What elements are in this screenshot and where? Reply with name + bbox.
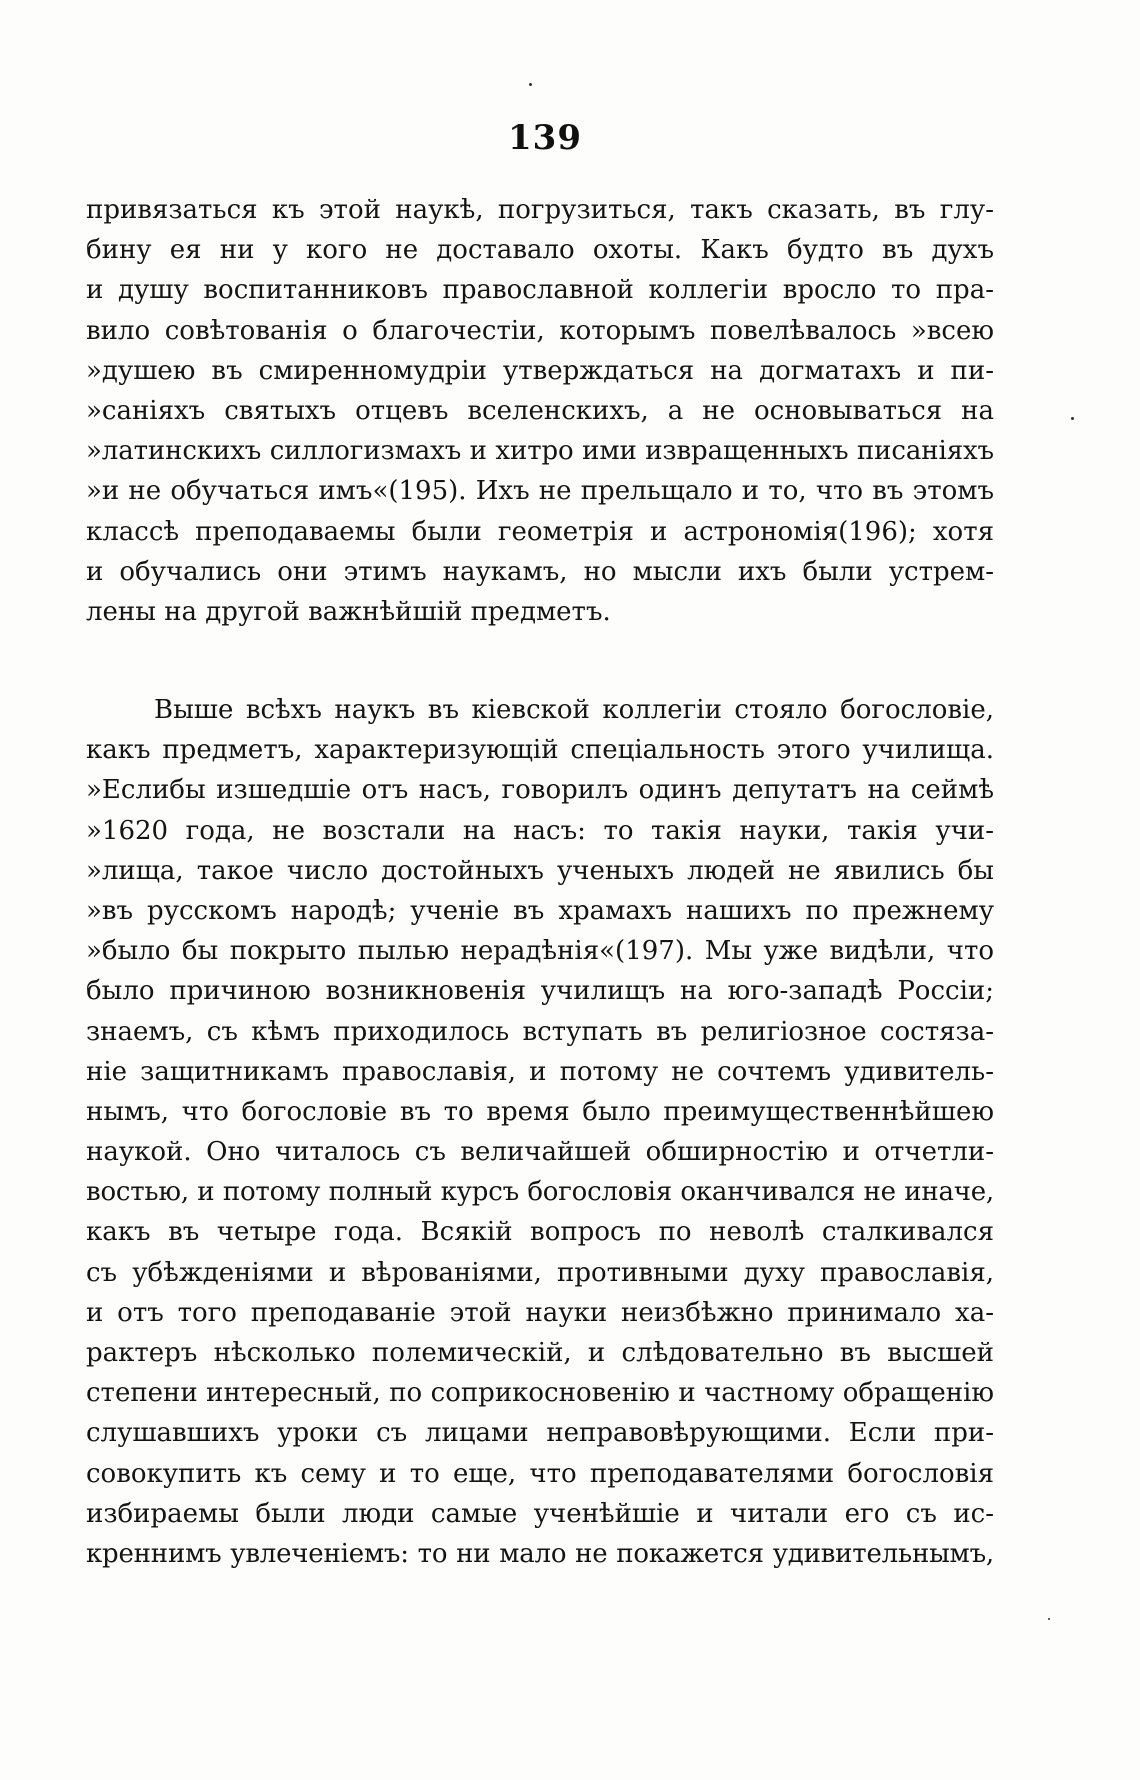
paragraph-1 (86, 190, 994, 632)
text-line: нымъ, что богословіе въ то время было преимущественнѣйшею (86, 1096, 994, 1127)
text-line: »1620 года, не возстали на насъ: то такія науки, такія учи- (86, 815, 994, 846)
text-line: степени интересный, по соприкосновенію и частному обращенію (86, 1378, 994, 1409)
text-line: »латинскихъ силлогизмахъ и хитро ими извращенныхъ писаніяхъ (86, 436, 994, 467)
page-number: 139 (508, 118, 582, 158)
text-line: рактеръ нѣсколько полемическій, и слѣдовательно въ высшей (86, 1338, 994, 1368)
text-line: бину ея ни у кого не доставало охоты. Какъ будто въ духъ (86, 235, 994, 266)
text-line: съ убѣжденіями и вѣрованіями, противными духу православія, (86, 1257, 994, 1288)
text-line: привязаться къ этой наукѣ, погрузиться, такъ сказать, въ глу- (86, 195, 994, 225)
text-line: какъ въ четыре года. Всякій вопросъ по неволѣ сталкивался (86, 1217, 994, 1248)
text-line: »было бы покрыто пылью нерадѣнія«(197). Мы уже видѣли, что (86, 936, 994, 967)
text-line: было причиною возникновенія училищъ на юго-западѣ Россіи; (86, 976, 994, 1007)
text-line: знаемъ, съ кѣмъ приходилось вступать въ религіозное состяза- (86, 1016, 994, 1047)
text-line: и отъ того преподаваніе этой науки неизбѣжно принимало ха- (86, 1297, 994, 1328)
text-line: слушавшихъ уроки съ лицами неправовѣрующими. Если при- (86, 1418, 994, 1449)
text-line: наукой. Оно читалось съ величайшей обширностію и отчетли- (86, 1137, 994, 1168)
text-line: »и не обучаться имъ«(195). Ихъ не прельщало и то, что въ этомъ (86, 476, 994, 507)
text-line: ніе защитникамъ православія, и потому не сочтемъ удивитель- (86, 1056, 994, 1087)
print-speck (529, 83, 532, 86)
text-line: »саніяхъ святыхъ отцевъ вселенскихъ, а не основываться на (86, 395, 994, 426)
text-line: совокупить къ сему и то еще, что преподавателями богословія (86, 1458, 994, 1489)
text-line: избираемы были люди самые ученѣйшіе и читали его съ ис- (86, 1498, 994, 1529)
text-line: классѣ преподаваемы были геометрія и астрономія(196); хотя (86, 516, 994, 547)
text-line: »Еслибы изшедшіе отъ насъ, говорилъ одинъ депутатъ на сеймѣ (86, 775, 994, 806)
text-line: какъ предметъ, характеризующій спеціальность этого училища. (86, 735, 994, 766)
text-line: креннимъ увлеченіемъ: то ни мало не покажется удивительнымъ, (86, 1538, 994, 1569)
text-line: »душею въ смиренномудріи утверждаться на догматахъ и пи- (86, 355, 994, 386)
text-line: и обучались они этимъ наукамъ, но мысли ихъ были устрем- (86, 556, 994, 587)
print-speck (1048, 1618, 1050, 1620)
print-speck (1071, 417, 1074, 420)
text-line: »лища, такое число достойныхъ ученыхъ людей не явились бы (86, 855, 994, 886)
text-line: лены на другой важнѣйшій предметъ. (86, 596, 611, 627)
text-line: Выше всѣхъ наукъ въ кіевской коллегіи стояло богословіе, (154, 695, 994, 725)
text-line: востью, и потому полный курсъ богословія оканчивался не иначе, (86, 1177, 994, 1208)
paragraph-2 (86, 690, 994, 1574)
text-line: вило совѣтованія о благочестіи, которымъ повелѣвалось »всею (86, 315, 994, 346)
text-line: и душу воспитанниковъ православной коллегіи вросло то пра- (86, 275, 994, 306)
text-line: »въ русскомъ народѣ; ученіе въ храмахъ нашихъ по прежнему (86, 895, 994, 926)
